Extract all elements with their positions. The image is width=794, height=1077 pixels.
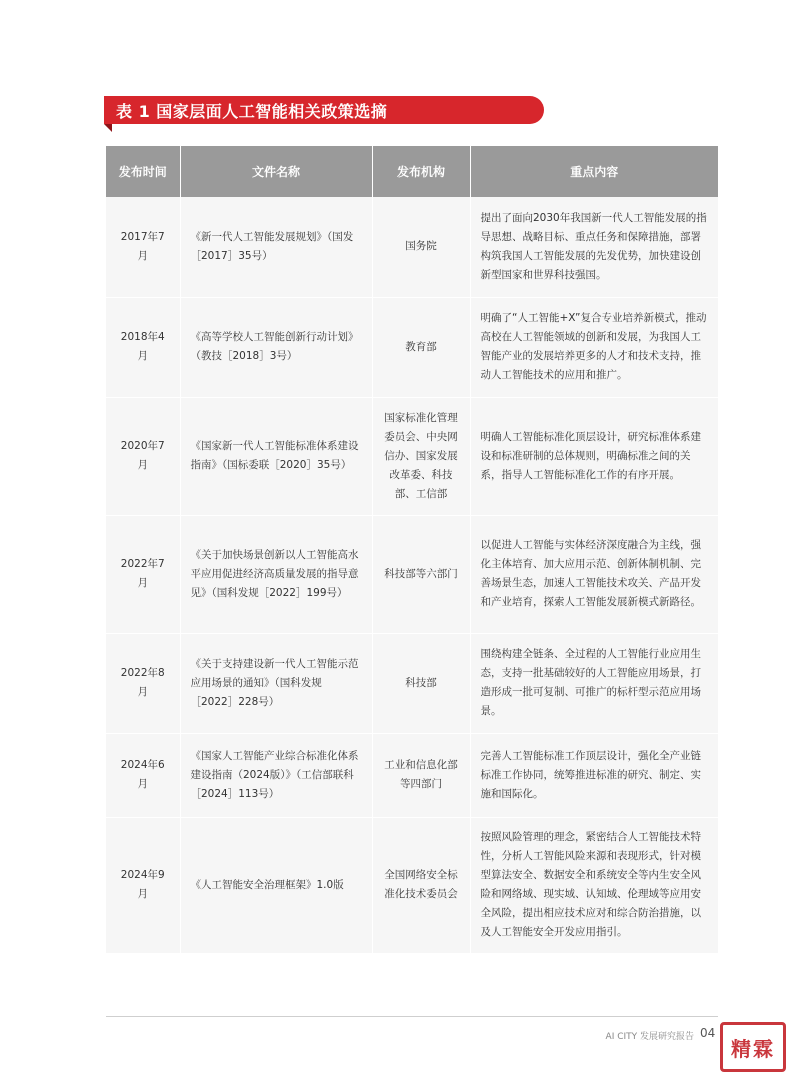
- cell-document: 《人工智能安全治理框架》1.0版: [180, 817, 372, 953]
- cell-document: 《新一代人工智能发展规划》（国发［2017］35号）: [180, 197, 372, 297]
- footer-divider: [106, 1016, 718, 1017]
- cell-document: 《国家人工智能产业综合标准化体系建设指南（2024版）》（工信部联科［2024］113号）: [180, 733, 372, 817]
- cell-organization: 科技部: [372, 633, 470, 733]
- header-content: 重点内容: [470, 146, 718, 197]
- header-document: 文件名称: [180, 146, 372, 197]
- cell-document: 《高等学校人工智能创新行动计划》（教技［2018］3号）: [180, 297, 372, 397]
- seal-text: 精霖: [731, 1036, 775, 1061]
- cell-organization: 国务院: [372, 197, 470, 297]
- cell-organization: 国家标准化管理委员会、中央网信办、国家发展改革委、科技部、工信部: [372, 397, 470, 515]
- table-title-banner: [104, 96, 544, 124]
- cell-content: 完善人工智能标准工作顶层设计，强化全产业链标准工作协同，统筹推进标准的研究、制定、实施和国际化。: [470, 733, 718, 817]
- cell-organization: 全国网络安全标准化技术委员会: [372, 817, 470, 953]
- header-date: 发布时间: [106, 146, 180, 197]
- cell-date: 2022年8月: [106, 633, 180, 733]
- table-row: [106, 397, 718, 515]
- footer-report-name: AI CITY 发展研究报告: [605, 1032, 694, 1042]
- table-title: 表 1 国家层面人工智能相关政策选摘: [116, 101, 388, 121]
- cell-date: 2024年9月: [106, 817, 180, 953]
- cell-document: 《关于加快场景创新以人工智能高水平应用促进经济高质量发展的指导意见》（国科发规［2022］199号）: [180, 515, 372, 633]
- cell-content: 提出了面向2030年我国新一代人工智能发展的指导思想、战略目标、重点任务和保障措施，部署构筑我国人工智能发展的先发优势，加快建设创新型国家和世界科技强国。: [470, 197, 718, 297]
- cell-document: 《国家新一代人工智能标准体系建设指南》（国标委联［2020］35号）: [180, 397, 372, 515]
- table-row: [106, 733, 718, 817]
- banner-fold: [104, 124, 112, 132]
- policy-table: [106, 146, 718, 954]
- header-organization: 发布机构: [372, 146, 470, 197]
- cell-date: 2018年4月: [106, 297, 180, 397]
- cell-content: 围绕构建全链条、全过程的人工智能行业应用生态，支持一批基础较好的人工智能应用场景，打造形成一批可复制、可推广的标杆型示范应用场景。: [470, 633, 718, 733]
- watermark-seal: [720, 1022, 786, 1072]
- cell-content: 按照风险管理的理念，紧密结合人工智能技术特性，分析人工智能风险来源和表现形式，针对模型算法安全、数据安全和系统安全等内生安全风险和网络域、现实域、认知域、伦理域等应用安全风险，提出相应技术应对和综合防治措施，以及人工智能安全开发应用指引。: [470, 817, 718, 953]
- page-number: 04: [700, 1026, 716, 1040]
- table-row: [106, 817, 718, 953]
- table-row: [106, 197, 718, 297]
- table-row: [106, 297, 718, 397]
- table-header-row: [106, 146, 718, 197]
- table-row: [106, 633, 718, 733]
- cell-organization: 工业和信息化部等四部门: [372, 733, 470, 817]
- cell-content: 明确了“人工智能+X”复合专业培养新模式，推动高校在人工智能领域的创新和发展，为我国人工智能产业的发展培养更多的人才和技术支持，推动人工智能技术的应用和推广。: [470, 297, 718, 397]
- cell-date: 2022年7月: [106, 515, 180, 633]
- cell-content: 以促进人工智能与实体经济深度融合为主线，强化主体培育、加大应用示范、创新体制机制、完善场景生态，加速人工智能技术攻关、产品开发和产业培育，探索人工智能发展新模式新路径。: [470, 515, 718, 633]
- cell-organization: 教育部: [372, 297, 470, 397]
- cell-date: 2020年7月: [106, 397, 180, 515]
- cell-date: 2024年6月: [106, 733, 180, 817]
- cell-content: 明确人工智能标准化顶层设计，研究标准体系建设和标准研制的总体规则，明确标准之间的关系，指导人工智能标准化工作的有序开展。: [470, 397, 718, 515]
- cell-document: 《关于支持建设新一代人工智能示范应用场景的通知》（国科发规［2022］228号）: [180, 633, 372, 733]
- cell-date: 2017年7月: [106, 197, 180, 297]
- cell-organization: 科技部等六部门: [372, 515, 470, 633]
- table-row: [106, 515, 718, 633]
